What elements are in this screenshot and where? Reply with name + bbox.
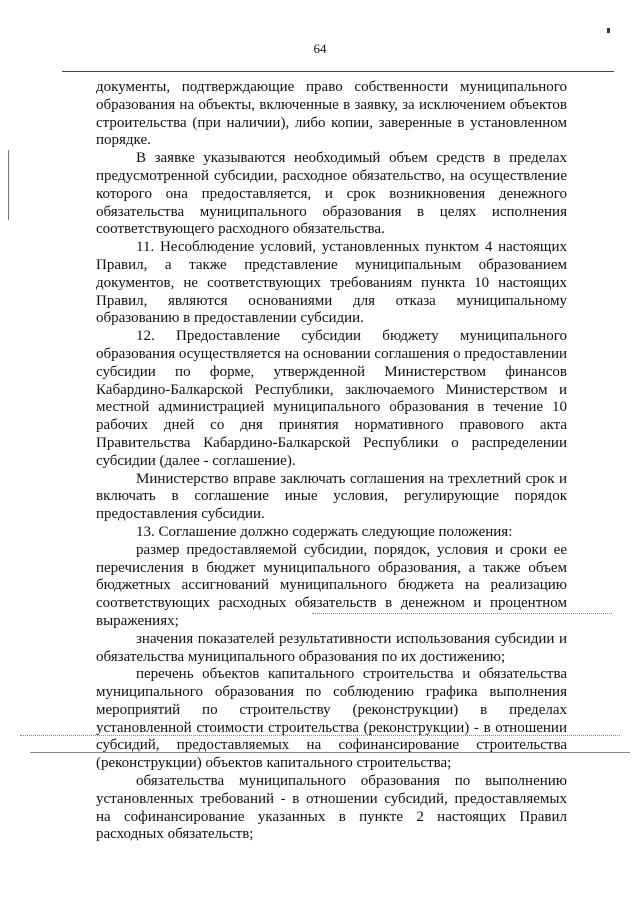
paragraph-clause-11: 11. Несоблюдение условий, установленных пунктом 4 настоящих Правил, а также представление муниципальным образованием документов, не соответствующих требованиям пункта 10 настоящих Правил, являются основаниями для отказа муниципальному образованию в предоставлении субсидии. bbox=[96, 239, 567, 327]
paragraph-clause-13: 13. Соглашение должно содержать следующие положения: bbox=[136, 523, 513, 540]
scan-artifact-mark bbox=[607, 28, 610, 33]
paragraph-application-content: В заявке указываются необходимый объем средств в пределах предусмотренной субсидии, расходное обязательство, на осуществление которого она предоставляется, и срок возникновения денежного обязательства муниципального образования в целях исполнения соответствующего расходного обязательства. bbox=[96, 150, 567, 238]
document-body bbox=[96, 79, 567, 844]
page-number: 64 bbox=[313, 41, 327, 56]
top-divider-line bbox=[62, 71, 614, 72]
paragraph-obligations: обязательства муниципального образования по выполнению установленных требований - в отношении субсидий, предоставляемых на софинансирование указанных в пункте 2 настоящих Правил расходных обязательств; bbox=[96, 773, 567, 843]
paragraph-subsidy-size: размер предоставляемой субсидии, порядок, условия и сроки ее перечисления в бюджет муниципального образования, а также объем бюджетных ассигнований муниципального бюджета на реализацию соответствующих расходных обязательств в денежном и процентном выражениях; bbox=[96, 541, 567, 629]
scan-dotted-line-1 bbox=[312, 613, 612, 614]
margin-scan-line bbox=[8, 150, 9, 220]
paragraph-construction-objects: перечень объектов капитального строительства и обязательства муниципального образования по соблюдению графика выполнения мероприятий по строительству (реконструкции) в пределах установленной стоимости строительства (реконструкции) - в отношении субсидий, предоставляемых на софинансирование строительства (реконструкции) объектов капитального строительства; bbox=[96, 666, 567, 772]
paragraph-ministry-right: Министерство вправе заключать соглашения на трехлетний срок и включать в соглашение иные условия, регулирующие порядок предоставления субсидии. bbox=[96, 470, 567, 523]
paragraph-clause-12: 12. Предоставление субсидии бюджету муниципального образования осуществляется на основании соглашения о предоставлении субсидии по форме, утвержденной Министерством финансов Кабардино-Балкарской Республики, заключаемого Министерством и местной администрацией муниципального образования в течение 10 рабочих дней со дня принятия нормативного правового акта Правительства Кабардино-Балкарской Республики о распределении субсидии (далее - соглашение). bbox=[96, 328, 567, 469]
scan-rule-line bbox=[30, 752, 630, 753]
paragraph-indicators: значения показателей результативности использования субсидии и обязательства муниципального образования по их достижению; bbox=[96, 630, 567, 665]
scan-dotted-line-2 bbox=[20, 735, 620, 736]
paragraph-documents: документы, подтверждающие право собственности муниципального образования на объекты, включенные в заявку, за исключением объектов строительства (при наличии), либо копии, заверенные в установленном порядке. bbox=[96, 79, 567, 149]
